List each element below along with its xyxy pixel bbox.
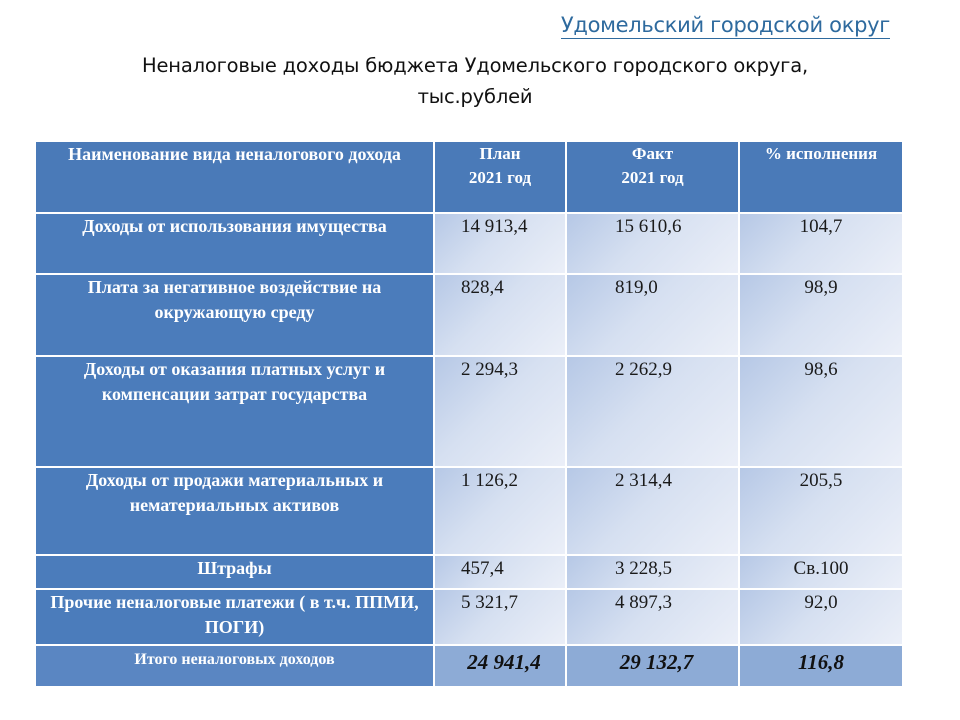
row-name: Штрафы [35, 555, 434, 589]
page-title-line2: тыс.рублей [417, 85, 533, 108]
row-plan: 1 126,2 [434, 467, 566, 555]
table-row [35, 555, 903, 589]
table-row [35, 213, 903, 274]
column-header-fact [566, 141, 739, 213]
total-name: Итого неналоговых доходов [35, 645, 434, 687]
page-title [60, 50, 890, 112]
table-total-row [35, 645, 903, 687]
row-plan: 457,4 [434, 555, 566, 589]
non-tax-income-table [34, 140, 904, 688]
row-fact: 15 610,6 [566, 213, 739, 274]
total-percent: 116,8 [739, 645, 903, 687]
table-row [35, 589, 903, 645]
column-header-name [35, 141, 434, 213]
row-name: Доходы от продажи материальных и нематериальных активов [35, 467, 434, 555]
row-name: Плата за негативное воздействие на окружающую среду [35, 274, 434, 356]
row-percent: 205,5 [739, 467, 903, 555]
row-name: Доходы от оказания платных услуг и компенсации затрат государства [35, 356, 434, 467]
table-row [35, 274, 903, 356]
column-header-plan [434, 141, 566, 213]
row-plan: 14 913,4 [434, 213, 566, 274]
row-name: Прочие неналоговые платежи ( в т.ч. ППМИ, ПОГИ) [35, 589, 434, 645]
row-fact: 2 262,9 [566, 356, 739, 467]
region-title: Удомельский городской округ [560, 13, 890, 37]
column-header-name-text: Наименование вида неналогового дохода [68, 144, 401, 164]
row-plan: 2 294,3 [434, 356, 566, 467]
total-fact: 29 132,7 [566, 645, 739, 687]
row-fact: 819,0 [566, 274, 739, 356]
row-fact: 2 314,4 [566, 467, 739, 555]
row-plan: 828,4 [434, 274, 566, 356]
row-percent: 92,0 [739, 589, 903, 645]
column-header-fact-text: Факт 2021 год [621, 144, 684, 187]
table-row [35, 356, 903, 467]
row-name: Доходы от использования имущества [35, 213, 434, 274]
total-plan: 24 941,4 [434, 645, 566, 687]
column-header-percent-text: % исполнения [764, 144, 878, 163]
row-percent: 98,6 [739, 356, 903, 467]
column-header-plan-text: План 2021 год [468, 144, 532, 187]
row-percent: 104,7 [739, 213, 903, 274]
column-header-percent [739, 141, 903, 213]
row-percent: 98,9 [739, 274, 903, 356]
row-percent: Св.100 [739, 555, 903, 589]
table-row [35, 467, 903, 555]
row-plan: 5 321,7 [434, 589, 566, 645]
table-header-row [35, 141, 903, 213]
page-title-line1: Неналоговые доходы бюджета Удомельского городского округа, [142, 54, 808, 77]
row-fact: 4 897,3 [566, 589, 739, 645]
row-fact: 3 228,5 [566, 555, 739, 589]
